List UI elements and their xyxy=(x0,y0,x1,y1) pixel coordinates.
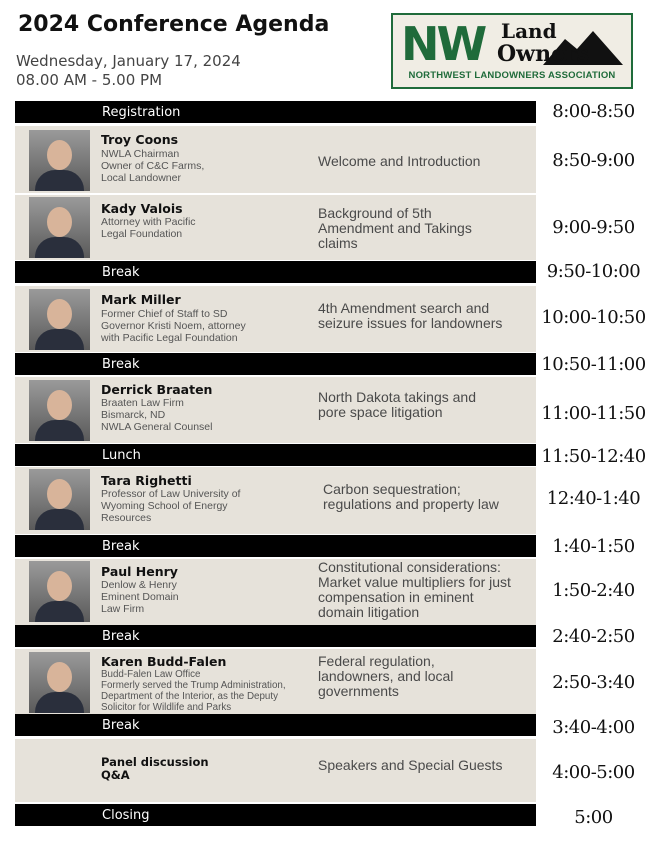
session-topic: Carbon sequestration; regulations and property law xyxy=(323,481,499,512)
logo-land-text: Land xyxy=(501,19,557,43)
time-break1: 9:50-10:00 xyxy=(546,261,641,282)
agenda-bar-registration xyxy=(15,101,536,123)
event-hours: 08.00 AM - 5.00 PM xyxy=(16,71,163,89)
time-break5: 3:40-4:00 xyxy=(552,717,635,738)
logo-tagline: NORTHWEST LANDOWNERS ASSOCIATION xyxy=(408,70,616,81)
page-title: 2024 Conference Agenda xyxy=(18,12,330,37)
time-troy: 8:50-9:00 xyxy=(552,150,635,171)
bar-label: Registration xyxy=(102,105,181,120)
speaker-photo xyxy=(29,289,90,350)
time-karen: 2:50-3:40 xyxy=(552,672,635,693)
time-break2: 10:50-11:00 xyxy=(541,354,646,375)
speaker-name: Paul Henry xyxy=(101,564,178,579)
nwla-logo xyxy=(391,13,633,89)
speaker-description: Former Chief of Staff to SD Governor Kristi Noem, attorney with Pacific Legal Foundation xyxy=(101,308,246,344)
session-topic: Background of 5th Amendment and Takings claims xyxy=(318,205,472,251)
speaker-description: Denlow & Henry Eminent Domain Law Firm xyxy=(101,579,179,615)
agenda-card-derrick xyxy=(15,377,536,443)
speaker-description: Budd-Falen Law Office Formerly served the Trump Administration, Department of the Interior, as the Deputy Solicitor for Wildlife and Parks xyxy=(101,669,286,713)
session-topic: Speakers and Special Guests xyxy=(318,757,503,773)
time-mark: 10:00-10:50 xyxy=(541,307,646,328)
bar-label: Break xyxy=(102,718,140,733)
agenda-bar-break xyxy=(15,261,536,283)
time-panel: 4:00-5:00 xyxy=(552,762,635,783)
bar-label: Closing xyxy=(102,808,150,823)
bar-label: Break xyxy=(102,539,140,554)
agenda-card-troy xyxy=(15,126,536,193)
speaker-photo xyxy=(29,380,90,441)
speaker-name: Karen Budd-Falen xyxy=(101,654,227,669)
agenda-card-kady xyxy=(15,195,536,260)
logo-owners-text: Owners xyxy=(497,41,590,67)
session-topic: 4th Amendment search and seizure issues for landowners xyxy=(318,300,503,331)
bar-label: Break xyxy=(102,265,140,280)
speaker-description: NWLA Chairman Owner of C&C Farms, Local Landowner xyxy=(101,148,205,184)
session-topic: Federal regulation, landowners, and local governments xyxy=(318,653,454,699)
agenda-card-panel xyxy=(15,739,536,802)
speaker-photo xyxy=(29,652,90,713)
agenda-card-tara xyxy=(15,467,536,534)
speaker-photo xyxy=(29,130,90,191)
speaker-name: Mark Miller xyxy=(101,292,181,307)
speaker-description: Braaten Law Firm Bismarck, ND NWLA General Counsel xyxy=(101,397,213,433)
speaker-name: Troy Coons xyxy=(101,132,179,147)
panel-title: Panel discussion Q&A xyxy=(101,755,209,782)
speaker-name: Derrick Braaten xyxy=(101,382,213,397)
time-lunch: 11:50-12:40 xyxy=(541,446,646,467)
time-paul: 1:50-2:40 xyxy=(552,580,635,601)
time-break3: 1:40-1:50 xyxy=(552,536,635,557)
agenda-bar-lunch xyxy=(15,444,536,466)
session-topic: Constitutional considerations: Market value multipliers for just compensation in eminent domain litigation xyxy=(318,559,511,620)
bar-label: Break xyxy=(102,629,140,644)
time-registration: 8:00-8:50 xyxy=(552,101,635,122)
speaker-description: Professor of Law University of Wyoming School of Energy Resources xyxy=(101,488,241,524)
time-tara: 12:40-1:40 xyxy=(546,488,641,509)
speaker-description: Attorney with Pacific Legal Foundation xyxy=(101,216,196,240)
agenda-bar-closing xyxy=(15,804,536,826)
speaker-photo xyxy=(29,561,90,622)
time-closing: 5:00 xyxy=(574,807,613,828)
time-break4: 2:40-2:50 xyxy=(552,626,635,647)
speaker-name: Tara Righetti xyxy=(101,473,192,488)
session-topic: Welcome and Introduction xyxy=(318,153,481,169)
agenda-card-paul xyxy=(15,559,536,625)
time-derrick: 11:00-11:50 xyxy=(541,403,646,424)
speaker-photo xyxy=(29,197,90,258)
speaker-name: Kady Valois xyxy=(101,201,183,216)
speaker-photo xyxy=(29,469,90,530)
agenda-bar-break xyxy=(15,714,536,736)
agenda-card-karen xyxy=(15,649,536,715)
agenda-card-mark xyxy=(15,286,536,352)
bar-label: Lunch xyxy=(102,448,141,463)
agenda-bar-break xyxy=(15,535,536,557)
event-date: Wednesday, January 17, 2024 xyxy=(16,52,241,70)
time-kady: 9:00-9:50 xyxy=(552,217,635,238)
agenda-bar-break xyxy=(15,353,536,375)
logo-nw-text: NW xyxy=(401,17,485,71)
agenda-bar-break xyxy=(15,625,536,647)
bar-label: Break xyxy=(102,357,140,372)
session-topic: North Dakota takings and pore space litigation xyxy=(318,389,476,420)
